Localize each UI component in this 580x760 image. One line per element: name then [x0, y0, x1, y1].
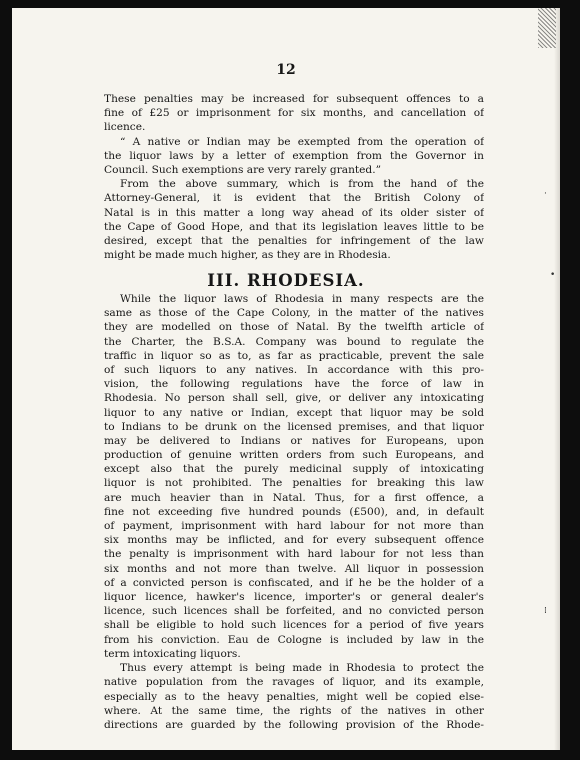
text-line: from his conviction. Eau de Cologne is included by law in the — [104, 633, 484, 646]
text-line: Council. Such exemptions are very rarely granted.” — [104, 163, 381, 176]
text-line: licence, such licences shall be forfeited, and no convicted person — [104, 605, 484, 618]
text-line: term intoxicating liquors. — [104, 647, 241, 660]
text-line: desired, except that the penalties for infringement of the law — [104, 234, 484, 247]
document-page — [12, 8, 560, 750]
text-line: traffic in liquor so as to, as far as practicable, prevent the sale — [104, 349, 484, 362]
text-line: Attorney-General, it is evident that the British Colony of — [104, 192, 484, 205]
text-line: the penalty is imprisonment with hard labour for not less than — [104, 548, 484, 561]
text-line: Thus every attempt is being made in Rhodesia to protect the — [120, 662, 484, 675]
text-line: they are modelled on those of Natal. By the twelfth article of — [104, 321, 484, 334]
text-line: the liquor laws by a letter of exemption from the Governor in — [104, 149, 484, 162]
text-line: the Cape of Good Hope, and that its legislation leaves little to be — [104, 220, 484, 233]
paragraph-summary — [104, 177, 484, 262]
paragraph-penalties — [104, 92, 484, 135]
page-number: 12 — [276, 62, 296, 78]
text-line: directions are guarded by the following provision of the Rhode- — [104, 718, 484, 731]
text-line: to Indians to be drunk on the licensed premises, and that liquor — [104, 420, 484, 433]
text-line: of a convicted person is confiscated, and if he be the holder of a — [104, 576, 484, 589]
paragraph-quote — [104, 135, 484, 178]
text-line: same as those of the Cape Colony, in the matter of the natives — [104, 307, 484, 320]
text-line: Rhodesia. No person shall sell, give, or deliver any intoxicating — [104, 392, 484, 405]
text-line: shall be eligible to hold such licences for a period of five years — [104, 619, 484, 632]
text-line: These penalties may be increased for subsequent offences to a — [104, 93, 484, 105]
text-line: might be made much higher, as they are in Rhodesia. — [104, 249, 391, 262]
scan-speck: • — [550, 270, 556, 280]
text-line: fine of £25 or imprisonment for six months, and cancellation of — [104, 107, 484, 120]
text-line: vision, the following regulations have the force of law in — [104, 378, 484, 391]
text-line: of such liquors to any natives. In accordance with this pro- — [104, 363, 484, 376]
text-line: From the above summary, which is from the hand of the — [120, 178, 484, 191]
section-heading-rhodesia: III. RHODESIA. — [207, 271, 365, 290]
text-line: liquor to any native or Indian, except that liquor may be sold — [104, 406, 484, 419]
paragraph-attempt — [104, 661, 484, 732]
text-line: fine not exceeding five hundred pounds (£500), and, in default — [104, 505, 484, 518]
text-line: the Charter, the B.S.A. Company was bound to regulate the — [104, 335, 484, 348]
text-line: native population from the ravages of liquor, and its example, — [104, 676, 484, 689]
text-line: “ A native or Indian may be exempted from the operation of — [120, 135, 484, 148]
text-line: licence. — [104, 121, 146, 134]
page-edge-shadow — [554, 8, 560, 750]
text-line: liquor licence, hawker's licence, importer's or general dealer's — [104, 590, 484, 603]
text-line: especially as to the heavy penalties, might well be copied else- — [104, 690, 484, 703]
text-line: six months may be inflicted, and for every subsequent offence — [104, 534, 484, 547]
text-line: where. At the same time, the rights of the natives in other — [104, 704, 484, 717]
text-line: Natal is in this matter a long way ahead of its older sister of — [104, 206, 484, 219]
text-line: of payment, imprisonment with hard labour for not more than — [104, 520, 484, 532]
scan-noise-corner — [538, 8, 556, 48]
text-line: six months and not more than twelve. All liquor in possession — [104, 562, 484, 575]
scan-speck: ⁞ — [544, 606, 547, 616]
text-line: except also that the purely medicinal supply of intoxicating — [104, 463, 484, 476]
text-line: While the liquor laws of Rhodesia in many respects are the — [120, 293, 484, 305]
text-line: liquor is not prohibited. The penalties for breaking this law — [104, 477, 484, 490]
text-line: are much heavier than in Natal. Thus, for a first offence, a — [104, 491, 484, 504]
text-line: may be delivered to Indians or natives for Europeans, upon — [104, 434, 484, 447]
scan-speck: · — [544, 189, 547, 199]
paragraph-rhodesia — [104, 292, 484, 661]
text-line: production of genuine written orders from such Europeans, and — [104, 449, 484, 462]
